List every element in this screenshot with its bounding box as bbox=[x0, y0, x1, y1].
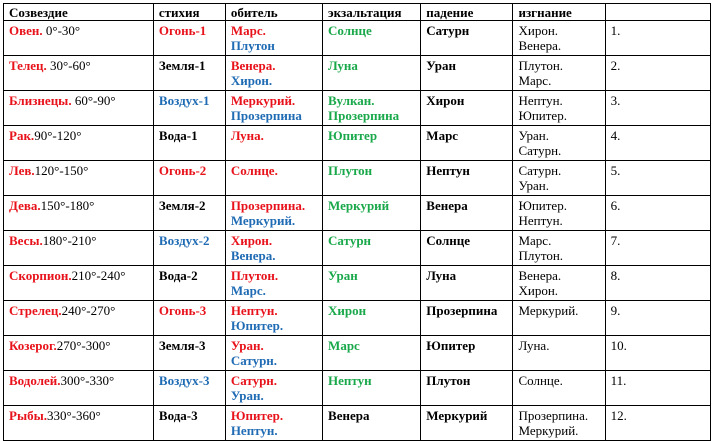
element-label: Воздух-2 bbox=[158, 233, 210, 248]
row-number: 1. bbox=[610, 23, 621, 38]
fall-cell bbox=[421, 126, 513, 161]
row-number: 3. bbox=[610, 93, 621, 108]
domicile-cell bbox=[225, 266, 322, 301]
degree-range: 60°-90° bbox=[71, 93, 116, 108]
exaltation-cell bbox=[323, 336, 421, 371]
zodiac-table bbox=[3, 3, 711, 441]
exaltation-planet: Юпитер bbox=[328, 128, 378, 143]
exile-planet: Прозерпина. bbox=[518, 408, 589, 423]
row-number: 2. bbox=[610, 58, 621, 73]
exaltation-planet: Марс bbox=[328, 338, 360, 353]
domicile-cell bbox=[225, 196, 322, 231]
table-row bbox=[4, 126, 711, 161]
table-row bbox=[4, 231, 711, 266]
exile-planet: Плутон. bbox=[518, 58, 564, 73]
exaltation-planet: Сатурн bbox=[328, 233, 372, 248]
degree-range: 0°-30° bbox=[42, 23, 81, 38]
domicile-planet: Хирон. bbox=[230, 73, 273, 88]
element-cell bbox=[153, 371, 225, 406]
sign-name: Стрелец. bbox=[9, 303, 62, 318]
sign-name: Телец. bbox=[9, 58, 47, 73]
exile-cell bbox=[513, 231, 605, 266]
domicile-cell bbox=[225, 126, 322, 161]
row-number: 6. bbox=[610, 198, 621, 213]
exaltation-planet: Солнце bbox=[328, 23, 372, 38]
element-cell bbox=[153, 196, 225, 231]
exile-cell bbox=[513, 161, 605, 196]
fall-planet: Нептун bbox=[426, 163, 470, 178]
exaltation-cell bbox=[323, 56, 421, 91]
element-label: Земля-1 bbox=[158, 58, 206, 73]
constellation-cell bbox=[4, 161, 154, 196]
header-fall: падение bbox=[421, 4, 513, 21]
constellation-cell bbox=[4, 21, 154, 56]
exile-cell bbox=[513, 91, 605, 126]
element-cell bbox=[153, 126, 225, 161]
domicile-planet: Луна. bbox=[230, 128, 264, 143]
table-row bbox=[4, 161, 711, 196]
degree-range: 120°-150° bbox=[34, 163, 89, 178]
number-cell bbox=[605, 161, 710, 196]
constellation-cell bbox=[4, 301, 154, 336]
row-number: 9. bbox=[610, 303, 621, 318]
constellation-cell bbox=[4, 126, 154, 161]
exile-cell bbox=[513, 21, 605, 56]
exaltation-cell bbox=[323, 301, 421, 336]
fall-planet: Солнце bbox=[426, 233, 471, 248]
element-label: Огонь-2 bbox=[158, 163, 207, 178]
number-cell bbox=[605, 56, 710, 91]
element-cell bbox=[153, 301, 225, 336]
number-cell bbox=[605, 336, 710, 371]
exile-planet: Венера. bbox=[518, 268, 562, 283]
exile-planet: Меркурий. bbox=[518, 303, 579, 318]
element-cell bbox=[153, 91, 225, 126]
degree-range: 330°-360° bbox=[47, 408, 101, 423]
exaltation-planet: Плутон bbox=[328, 163, 373, 178]
row-number: 5. bbox=[610, 163, 621, 178]
domicile-planet: Сатурн. bbox=[230, 373, 278, 388]
sign-name: Близнецы. bbox=[9, 93, 72, 108]
number-cell bbox=[605, 231, 710, 266]
exaltation-cell bbox=[323, 266, 421, 301]
number-cell bbox=[605, 126, 710, 161]
header-element: стихия bbox=[153, 4, 225, 21]
exaltation-planet: Нептун bbox=[328, 373, 372, 388]
element-label: Вода-1 bbox=[158, 128, 198, 143]
element-label: Земля-3 bbox=[158, 338, 206, 353]
degree-range: 150°-180° bbox=[40, 198, 95, 213]
exaltation-cell bbox=[323, 371, 421, 406]
constellation-cell bbox=[4, 91, 154, 126]
fall-cell bbox=[421, 56, 513, 91]
degree-range: 180°-210° bbox=[42, 233, 97, 248]
domicile-planet: Сатурн. bbox=[230, 353, 278, 368]
exile-planet: Сатурн. bbox=[518, 163, 562, 178]
fall-cell bbox=[421, 196, 513, 231]
table-row bbox=[4, 266, 711, 301]
element-label: Воздух-1 bbox=[158, 93, 210, 108]
domicile-planet: Марс. bbox=[230, 283, 266, 298]
exaltation-planet: Вулкан. bbox=[328, 93, 375, 108]
domicile-cell bbox=[225, 231, 322, 266]
exile-cell bbox=[513, 406, 605, 441]
degree-range: 90°-120° bbox=[34, 128, 82, 143]
degree-range: 30°-60° bbox=[46, 58, 91, 73]
domicile-planet: Хирон. bbox=[230, 233, 273, 248]
fall-cell bbox=[421, 91, 513, 126]
exaltation-cell bbox=[323, 231, 421, 266]
exaltation-planet: Меркурий bbox=[328, 198, 390, 213]
table-row bbox=[4, 91, 711, 126]
table-row bbox=[4, 371, 711, 406]
domicile-cell bbox=[225, 91, 322, 126]
header-exile: изгнание bbox=[513, 4, 605, 21]
element-label: Огонь-1 bbox=[158, 23, 207, 38]
sign-name: Водолей. bbox=[9, 373, 61, 388]
fall-cell bbox=[421, 21, 513, 56]
exile-planet: Нептун. bbox=[518, 93, 563, 108]
sign-name: Скорпион. bbox=[9, 268, 72, 283]
table-row bbox=[4, 301, 711, 336]
row-number: 8. bbox=[610, 268, 621, 283]
element-cell bbox=[153, 161, 225, 196]
constellation-cell bbox=[4, 406, 154, 441]
element-cell bbox=[153, 56, 225, 91]
sign-name: Рак. bbox=[9, 128, 35, 143]
element-label: Земля-2 bbox=[158, 198, 206, 213]
degree-range: 300°-330° bbox=[60, 373, 115, 388]
row-number: 12. bbox=[610, 408, 627, 423]
exile-planet: Юпитер. bbox=[518, 108, 567, 123]
exile-cell bbox=[513, 336, 605, 371]
row-number: 4. bbox=[610, 128, 621, 143]
exaltation-planet: Луна bbox=[328, 58, 358, 73]
exile-planet: Юпитер. bbox=[518, 198, 567, 213]
fall-planet: Марс bbox=[426, 128, 459, 143]
number-cell bbox=[605, 266, 710, 301]
fall-cell bbox=[421, 406, 513, 441]
table-row bbox=[4, 196, 711, 231]
constellation-cell bbox=[4, 56, 154, 91]
constellation-cell bbox=[4, 266, 154, 301]
number-cell bbox=[605, 91, 710, 126]
domicile-cell bbox=[225, 161, 322, 196]
exile-planet: Солнце. bbox=[518, 373, 563, 388]
domicile-planet: Меркурий. bbox=[230, 93, 296, 108]
element-cell bbox=[153, 336, 225, 371]
element-label: Вода-3 bbox=[158, 408, 198, 423]
domicile-planet: Нептун. bbox=[230, 423, 278, 438]
fall-cell bbox=[421, 161, 513, 196]
domicile-planet: Юпитер. bbox=[230, 408, 284, 423]
exile-planet: Марс. bbox=[518, 233, 552, 248]
exile-cell bbox=[513, 56, 605, 91]
domicile-planet: Уран. bbox=[230, 338, 264, 353]
domicile-planet: Солнце. bbox=[230, 163, 278, 178]
domicile-planet: Плутон bbox=[230, 38, 275, 53]
exaltation-cell bbox=[323, 91, 421, 126]
element-cell bbox=[153, 406, 225, 441]
fall-planet: Луна bbox=[426, 268, 457, 283]
domicile-cell bbox=[225, 371, 322, 406]
domicile-cell bbox=[225, 336, 322, 371]
fall-cell bbox=[421, 371, 513, 406]
constellation-cell bbox=[4, 231, 154, 266]
fall-planet: Плутон bbox=[426, 373, 471, 388]
row-number: 11. bbox=[610, 373, 627, 388]
fall-cell bbox=[421, 266, 513, 301]
exile-cell bbox=[513, 266, 605, 301]
constellation-cell bbox=[4, 371, 154, 406]
sign-name: Лев. bbox=[9, 163, 35, 178]
table-row bbox=[4, 336, 711, 371]
exile-planet: Хирон. bbox=[518, 23, 559, 38]
fall-planet: Венера bbox=[426, 198, 468, 213]
row-number: 10. bbox=[610, 338, 627, 353]
exile-planet: Плутон. bbox=[518, 248, 564, 263]
exile-planet: Венера. bbox=[518, 38, 562, 53]
domicile-planet: Прозерпина. bbox=[230, 198, 306, 213]
exile-planet: Меркурий. bbox=[518, 423, 579, 438]
exile-planet: Уран. bbox=[518, 128, 550, 143]
sign-name: Дева. bbox=[9, 198, 41, 213]
fall-cell bbox=[421, 301, 513, 336]
constellation-cell bbox=[4, 196, 154, 231]
domicile-planet: Нептун. bbox=[230, 303, 278, 318]
exile-planet: Сатурн. bbox=[518, 143, 562, 158]
exaltation-cell bbox=[323, 21, 421, 56]
exaltation-planet: Прозерпина bbox=[328, 108, 400, 123]
domicile-cell bbox=[225, 21, 322, 56]
fall-planet: Прозерпина bbox=[426, 303, 498, 318]
header-number bbox=[605, 4, 710, 21]
exaltation-planet: Венера bbox=[328, 408, 370, 423]
constellation-cell bbox=[4, 336, 154, 371]
element-label: Воздух-3 bbox=[158, 373, 210, 388]
domicile-planet: Юпитер. bbox=[230, 318, 284, 333]
exaltation-cell bbox=[323, 126, 421, 161]
degree-range: 210°-240° bbox=[71, 268, 126, 283]
row-number: 7. bbox=[610, 233, 621, 248]
number-cell bbox=[605, 21, 710, 56]
domicile-cell bbox=[225, 406, 322, 441]
degree-range: 240°-270° bbox=[61, 303, 116, 318]
sign-name: Рыбы. bbox=[9, 408, 47, 423]
domicile-planet: Меркурий. bbox=[230, 213, 296, 228]
number-cell bbox=[605, 301, 710, 336]
table-row bbox=[4, 21, 711, 56]
domicile-planet: Уран. bbox=[230, 388, 264, 403]
header-constellation: Созвездие bbox=[4, 4, 154, 21]
exile-cell bbox=[513, 126, 605, 161]
element-cell bbox=[153, 266, 225, 301]
exile-cell bbox=[513, 196, 605, 231]
exile-planet: Марс. bbox=[518, 73, 552, 88]
table-row bbox=[4, 406, 711, 441]
header-exaltation: экзальтация bbox=[323, 4, 421, 21]
domicile-cell bbox=[225, 56, 322, 91]
element-cell bbox=[153, 231, 225, 266]
domicile-planet: Марс. bbox=[230, 23, 266, 38]
exaltation-cell bbox=[323, 406, 421, 441]
element-cell bbox=[153, 21, 225, 56]
exaltation-cell bbox=[323, 196, 421, 231]
sign-name: Овен. bbox=[9, 23, 43, 38]
fall-cell bbox=[421, 336, 513, 371]
exaltation-planet: Хирон bbox=[328, 303, 367, 318]
fall-planet: Юпитер bbox=[426, 338, 476, 353]
table-row bbox=[4, 56, 711, 91]
number-cell bbox=[605, 406, 710, 441]
fall-planet: Меркурий bbox=[426, 408, 488, 423]
sign-name: Весы. bbox=[9, 233, 43, 248]
exile-planet: Хирон. bbox=[518, 283, 559, 298]
fall-planet: Уран bbox=[426, 58, 456, 73]
domicile-planet: Прозерпина bbox=[230, 108, 302, 123]
header-row bbox=[4, 4, 711, 21]
exaltation-cell bbox=[323, 161, 421, 196]
exaltation-planet: Уран bbox=[328, 268, 358, 283]
element-label: Вода-2 bbox=[158, 268, 198, 283]
fall-cell bbox=[421, 231, 513, 266]
exile-planet: Уран. bbox=[518, 178, 550, 193]
domicile-planet: Венера. bbox=[230, 248, 276, 263]
number-cell bbox=[605, 196, 710, 231]
header-domicile: обитель bbox=[225, 4, 322, 21]
table-body bbox=[4, 21, 711, 441]
domicile-planet: Венера. bbox=[230, 58, 276, 73]
fall-planet: Хирон bbox=[426, 93, 465, 108]
element-label: Огонь-3 bbox=[158, 303, 207, 318]
exile-cell bbox=[513, 371, 605, 406]
domicile-cell bbox=[225, 301, 322, 336]
exile-cell bbox=[513, 301, 605, 336]
number-cell bbox=[605, 371, 710, 406]
exile-planet: Луна. bbox=[518, 338, 550, 353]
exile-planet: Нептун. bbox=[518, 213, 563, 228]
domicile-planet: Плутон. bbox=[230, 268, 279, 283]
degree-range: 270°-300° bbox=[56, 338, 111, 353]
sign-name: Козерог. bbox=[9, 338, 57, 353]
fall-planet: Сатурн bbox=[426, 23, 470, 38]
